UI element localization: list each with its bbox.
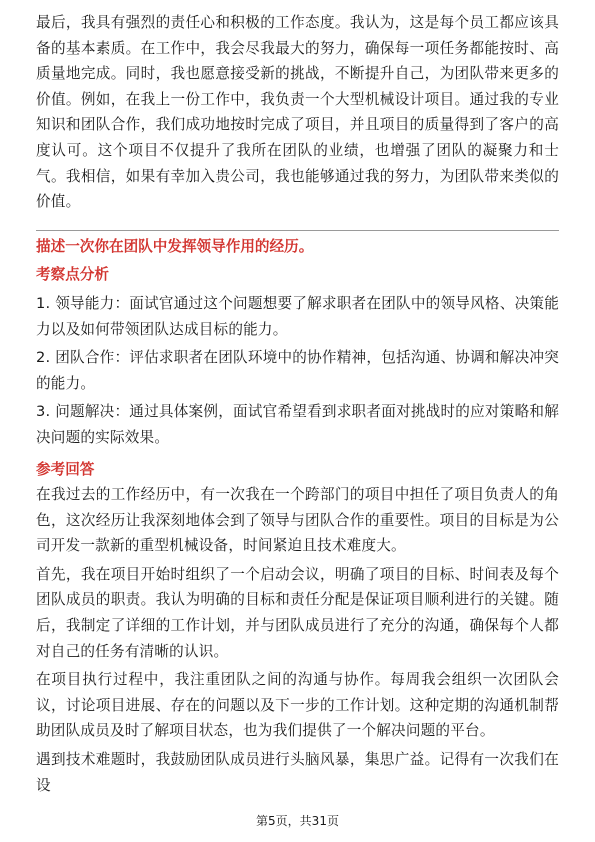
answer-paragraph-2: 首先，我在项目开始时组织了一个启动会议，明确了项目的目标、时间表及每个团队成员的职责。我认为明确的目标和责任分配是保证项目顺利进行的关键。随后，我制定了详细的工作计划，并与团队成员进行了充分的沟通，确保每个人都对自己的任务有清晰的认识。 xyxy=(36,565,559,660)
answer-heading: 参考回答 xyxy=(36,460,95,478)
question-title: 描述一次你在团队中发挥领导作用的经历。 xyxy=(36,237,314,255)
answer-paragraph-4: 遇到技术难题时，我鼓励团队成员进行头脑风暴，集思广益。记得有一次我们在设 xyxy=(36,751,559,794)
analysis-item-1: 1. 领导能力：面试官通过这个问题想要了解求职者在团队中的领导风格、决策能力以及如何带领团队达成目标的能力。 xyxy=(36,294,559,338)
analysis-item-3: 3. 问题解决：通过具体案例，面试官希望看到求职者面对挑战时的应对策略和解决问题的实际效果。 xyxy=(36,403,559,446)
section-divider xyxy=(36,230,559,231)
analysis-item-2: 2. 团队合作：评估求职者在团队环境中的协作精神，包括沟通、协调和解决冲突的能力。 xyxy=(36,349,559,392)
page-body xyxy=(36,10,559,798)
analysis-heading: 考察点分析 xyxy=(36,266,109,284)
answer-paragraph-1: 在我过去的工作经历中，有一次我在一个跨部门的项目中担任了项目负责人的角色，这次经历让我深刻地体会到了领导与团队合作的重要性。项目的目标是为公司开发一款新的重型机械设备，时间紧迫且技术难度大。 xyxy=(36,486,559,555)
intro-paragraph: 最后，我具有强烈的责任心和积极的工作态度。我认为，这是每个员工都应该具备的基本素质。在工作中，我会尽我最大的努力，确保每一项任务都能按时、高质量地完成。同时，我也愿意接受新的挑战，不断提升自己，为团队带来更多的价值。例如，在我上一份工作中，我负责一个大型机械设计项目。通过我的专业知识和团队合作，我们成功地按时完成了项目，并且项目的质量得到了客户的高度认可。这个项目不仅提升了我所在团队的业绩，也增强了团队的凝聚力和士气。我相信，如果有幸加入贵公司，我也能够通过我的努力，为团队带来类似的价值。 xyxy=(36,14,559,211)
answer-paragraph-3: 在项目执行过程中，我注重团队之间的沟通与协作。每周我会组织一次团队会议，讨论项目进展、存在的问题以及下一步的工作计划。这种定期的沟通机制帮助团队成员及时了解项目状态，也为我们提供了一个解决问题的平台。 xyxy=(36,671,559,740)
page-number-footer: 第5页，共31页 xyxy=(256,814,339,828)
